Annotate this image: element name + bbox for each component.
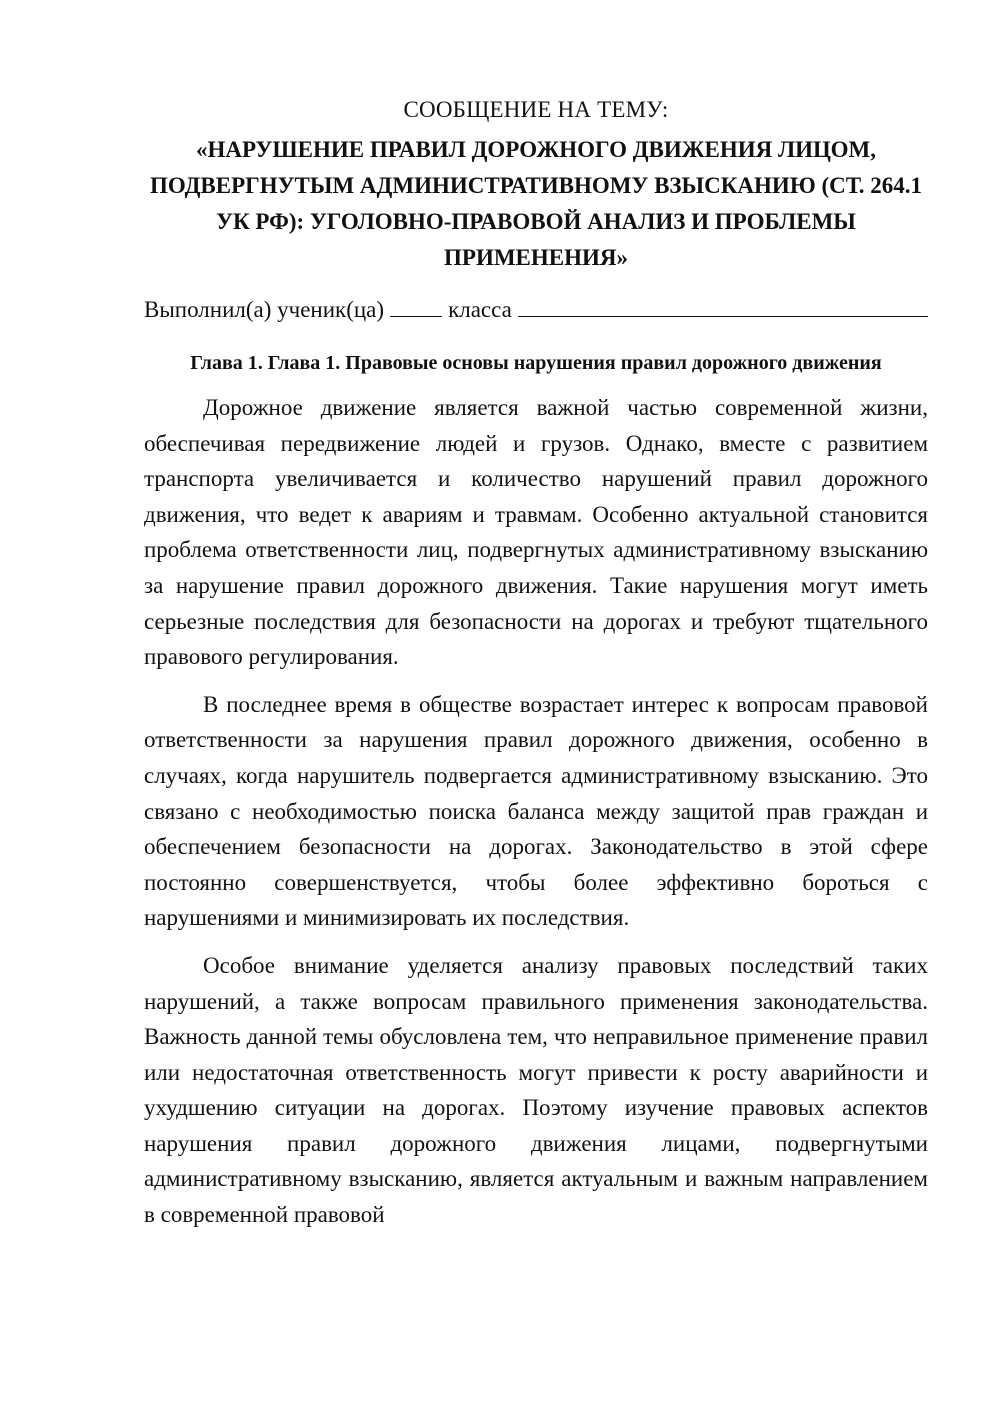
body-paragraph: Особое внимание уделяется анализу правовых последствий таких нарушений, а также вопросам правильного применения законодательства. Важность данной темы обусловлена тем, что неправильное применение правил или недостаточная ответственность могут привести к росту аварийности и ухудшению ситуации на дорогах. Поэтому изучение правовых аспектов нарушения правил дорожного движения лицами, подвергнутыми административному взысканию, является актуальным и важным направлением в современной правовой bbox=[144, 952, 928, 1228]
author-line bbox=[144, 294, 928, 326]
chapter-title: Глава 1. Глава 1. Правовые основы нарушения правил дорожного движения bbox=[190, 352, 882, 374]
student-name-blank bbox=[518, 296, 928, 317]
body-paragraph: В последнее время в обществе возрастает интерес к вопросам правовой ответственности за нарушения правил дорожного движения, особенно в случаях, когда нарушитель подвергается административному взысканию. Это связано с необходимостью поиска баланса между защитой прав граждан и обеспечением безопасности на дорогах. Законодательство в этой сфере постоянно совершенствуется, чтобы более эффективно бороться с нарушениями и минимизировать их последствия. bbox=[144, 691, 928, 931]
body-paragraph: Дорожное движение является важной частью современной жизни, обеспечивая передвижение людей и грузов. Однако, вместе с развитием транспорта увеличивается и количество нарушений правил дорожного движения, что ведет к авариям и травмам. Особенно актуальной становится проблема ответственности лиц, подвергнутых административному взысканию за нарушение правил дорожного движения. Такие нарушения могут иметь серьезные последствия для безопасности на дорогах и требуют тщательного правового регулирования. bbox=[144, 395, 928, 670]
author-prefix: Выполнил(а) ученик(ца) bbox=[144, 297, 385, 322]
class-label: класса bbox=[448, 297, 512, 322]
document-title: «НАРУШЕНИЕ ПРАВИЛ ДОРОЖНОГО ДВИЖЕНИЯ ЛИЦОМ, ПОДВЕРГНУТЫМ АДМИНИСТРАТИВНОМУ ВЗЫСКАНИЮ (СТ. 264.1 УК РФ): УГОЛОВНО-ПРАВОВОЙ АНАЛИЗ И ПРОБЛЕМЫ ПРИМЕНЕНИЯ» bbox=[149, 137, 923, 270]
document-heading: СООБЩЕНИЕ НА ТЕМУ: bbox=[403, 97, 669, 122]
class-number-blank bbox=[390, 296, 442, 317]
page-content bbox=[144, 94, 928, 1233]
